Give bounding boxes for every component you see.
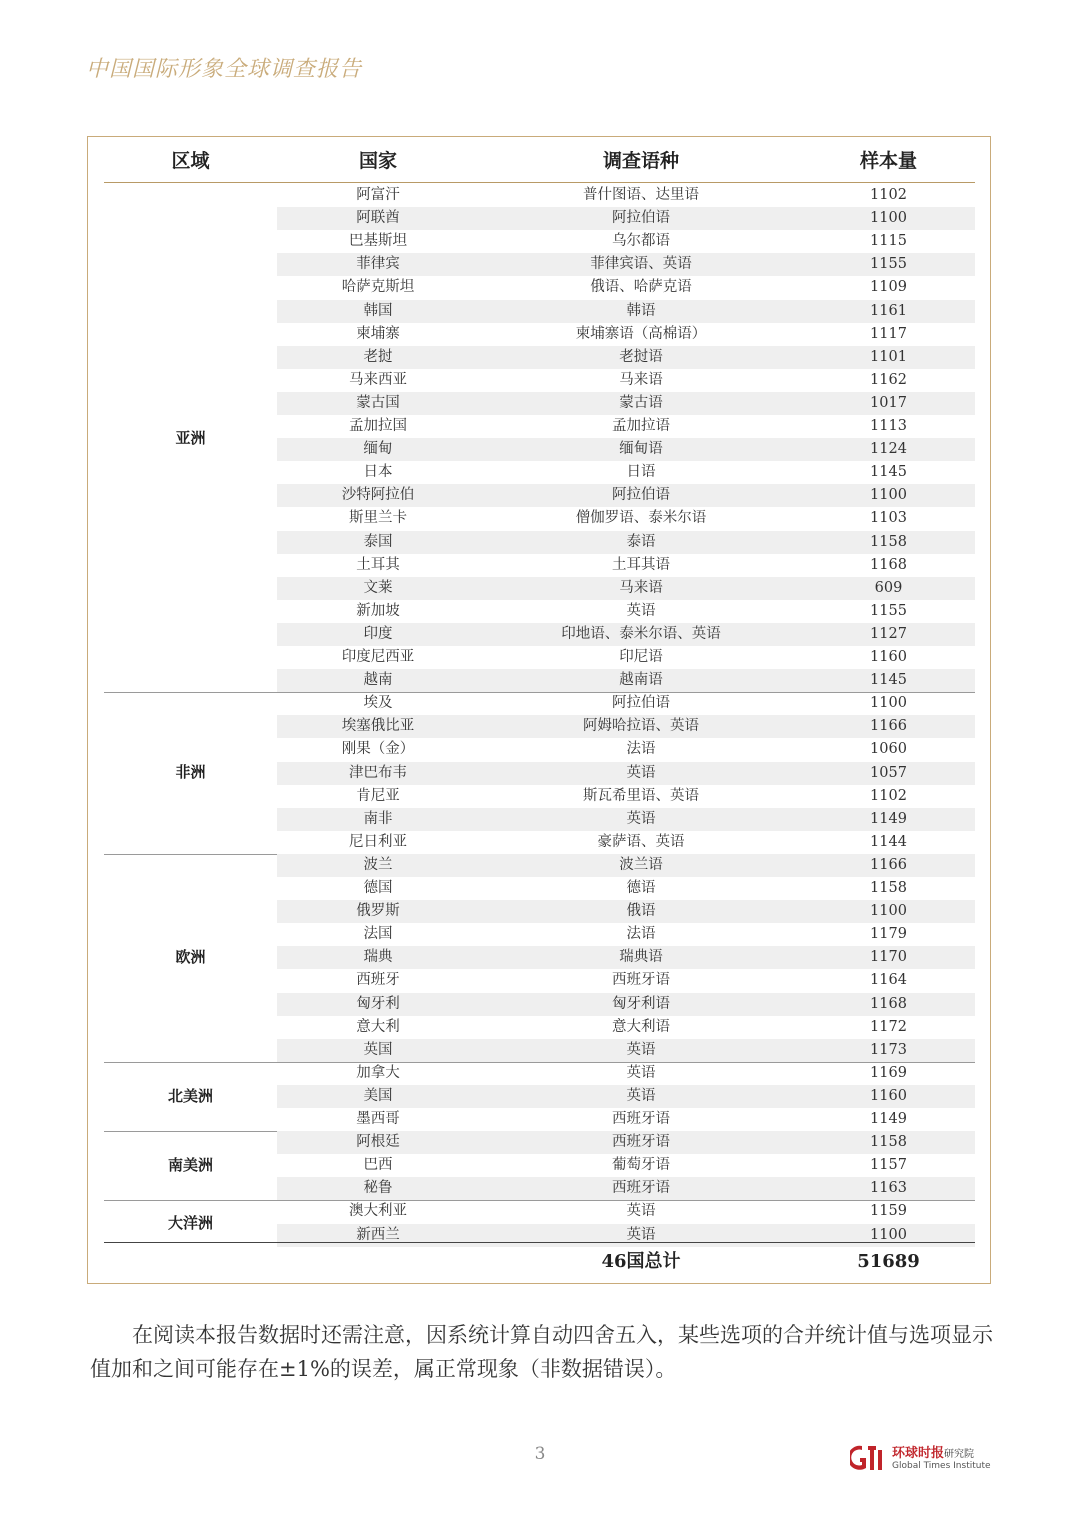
- country-cell: 津巴布韦: [349, 764, 407, 781]
- language-cell: 英语: [626, 1226, 656, 1243]
- country-cell: 阿联酋: [356, 210, 400, 227]
- language-cell: 僧伽罗语、泰米尔语: [575, 510, 707, 527]
- country-cell: 墨西哥: [356, 1111, 400, 1127]
- language-cell: 俄语: [626, 903, 656, 920]
- country-cell: 印度: [363, 625, 393, 642]
- sample-cell: 1158: [870, 1134, 907, 1151]
- sample-cell: 1102: [870, 187, 907, 203]
- country-cell: 泰国: [363, 533, 393, 550]
- sample-cell: 1173: [870, 1041, 907, 1058]
- country-cell: 马来西亚: [349, 371, 407, 388]
- country-cell: 孟加拉国: [349, 418, 407, 434]
- header-rule: [104, 182, 975, 183]
- table-row: [277, 276, 975, 299]
- language-cell: 普什图语、达里语: [583, 187, 699, 203]
- country-cell: 文莱: [363, 579, 393, 596]
- language-cell: 阿拉伯语: [612, 695, 670, 712]
- rounding-note: 在阅读本报告数据时还需注意，因系统计算自动四舍五入，某些选项的合并统计值与选项显示值加和之间可能存在±1%的误差，属正常现象（非数据错误）。: [90, 1323, 993, 1381]
- table-row: [277, 300, 975, 323]
- table-row: [277, 762, 975, 785]
- sample-cell: 1162: [870, 371, 907, 388]
- table-row: [277, 715, 975, 738]
- sample-cell: 1101: [870, 348, 907, 365]
- table-row: [277, 577, 975, 600]
- sample-cell: 1102: [870, 787, 907, 804]
- table-row: [277, 993, 975, 1016]
- sample-cell: 1117: [870, 325, 907, 342]
- table-row: [277, 1039, 975, 1062]
- report-title: 中国国际形象全球调查报告: [86, 57, 363, 82]
- language-cell: 越南语: [619, 672, 663, 689]
- table-row: [277, 346, 975, 369]
- table-row: [277, 369, 975, 392]
- country-cell: 法国: [363, 926, 393, 943]
- sample-cell: 1100: [870, 487, 907, 504]
- table-row: [277, 323, 975, 346]
- logo-cn-sub: 研究院: [944, 1449, 975, 1460]
- total-label: 46国总计: [601, 1251, 681, 1272]
- gti-logo: [850, 1440, 1000, 1476]
- sample-cell: 1057: [870, 764, 907, 781]
- sample-cell: 1100: [870, 210, 907, 227]
- country-cell: 加拿大: [356, 1064, 400, 1081]
- table-row: [277, 207, 975, 230]
- country-cell: 刚果（金）: [341, 741, 415, 758]
- country-cell: 菲律宾: [356, 256, 400, 273]
- sample-cell: 1168: [870, 556, 907, 573]
- sample-cell: 1115: [870, 233, 907, 250]
- language-cell: 英语: [626, 602, 656, 619]
- language-cell: 葡萄牙语: [612, 1157, 670, 1174]
- sample-cell: 1161: [870, 302, 907, 319]
- column-header-sample: 样本量: [859, 150, 917, 172]
- table-row: [277, 507, 975, 530]
- sample-cell: 1109: [870, 279, 907, 296]
- language-cell: 英语: [626, 1041, 656, 1058]
- table-row: [277, 1131, 975, 1154]
- sample-cell: 1158: [870, 880, 907, 896]
- country-cell: 日本: [363, 464, 393, 481]
- country-cell: 新西兰: [356, 1226, 400, 1243]
- country-cell: 新加坡: [356, 602, 400, 619]
- sample-cell: 1103: [870, 510, 907, 527]
- language-cell: 英语: [626, 810, 656, 827]
- sample-cell: 1155: [870, 602, 907, 619]
- language-cell: 阿拉伯语: [612, 487, 670, 504]
- region-label: 欧洲: [175, 947, 206, 966]
- table-row: [277, 692, 975, 715]
- language-cell: 英语: [626, 1203, 656, 1220]
- country-cell: 斯里兰卡: [349, 510, 407, 527]
- country-cell: 匈牙利: [356, 995, 400, 1012]
- sample-cell: 1169: [870, 1064, 907, 1081]
- language-cell: 老挝语: [619, 348, 663, 365]
- sample-cell: 1166: [870, 718, 907, 735]
- sample-cell: 1160: [870, 649, 907, 665]
- country-cell: 柬埔寨: [356, 325, 400, 342]
- table-row: [277, 785, 975, 808]
- language-cell: 俄语、哈萨克语: [590, 279, 692, 296]
- table-row: [277, 877, 975, 900]
- sample-cell: 1155: [870, 256, 907, 273]
- sample-cell: 1124: [870, 441, 907, 458]
- sample-cell: 1166: [870, 856, 907, 873]
- language-cell: 蒙古语: [619, 394, 663, 411]
- language-cell: 泰语: [626, 533, 656, 550]
- table-row: [277, 1200, 975, 1223]
- language-cell: 孟加拉语: [612, 418, 670, 434]
- language-cell: 柬埔寨语（高棉语）: [575, 325, 707, 342]
- country-cell: 意大利: [356, 1018, 400, 1035]
- country-cell: 肯尼亚: [356, 787, 400, 804]
- table-row: [277, 1062, 975, 1085]
- table-row: [277, 623, 975, 646]
- table-row: [277, 1224, 975, 1247]
- sample-cell: 1100: [870, 695, 907, 712]
- table-row: [277, 923, 975, 946]
- language-cell: 波兰语: [619, 856, 663, 873]
- country-cell: 波兰: [363, 856, 393, 873]
- language-cell: 匈牙利语: [612, 995, 670, 1012]
- sample-cell: 1159: [870, 1203, 907, 1220]
- language-cell: 英语: [626, 1064, 656, 1081]
- country-cell: 埃及: [363, 695, 393, 712]
- language-cell: 印地语、泰米尔语、英语: [561, 625, 721, 642]
- language-cell: 斯瓦希里语、英语: [583, 787, 699, 804]
- language-cell: 菲律宾语、英语: [590, 256, 692, 273]
- table-row: [277, 184, 975, 207]
- sample-cell: 1145: [870, 672, 907, 689]
- language-cell: 瑞典语: [619, 949, 663, 966]
- language-cell: 西班牙语: [612, 1134, 670, 1151]
- country-cell: 埃塞俄比亚: [341, 718, 415, 735]
- sample-cell: 1172: [870, 1018, 907, 1035]
- language-cell: 缅甸语: [619, 441, 663, 458]
- sample-cell: 1170: [870, 949, 907, 966]
- region-label: 大洋洲: [167, 1214, 213, 1233]
- table-row: [277, 1085, 975, 1108]
- table-row: [277, 438, 975, 461]
- language-cell: 西班牙语: [612, 1111, 670, 1127]
- language-cell: 英语: [626, 1087, 656, 1104]
- sample-cell: 1163: [870, 1180, 907, 1197]
- table-row: [277, 808, 975, 831]
- table-row: [277, 392, 975, 415]
- table-row: [277, 854, 975, 877]
- sample-cell: 1149: [870, 810, 907, 827]
- language-cell: 马来语: [619, 579, 663, 596]
- country-cell: 巴西: [363, 1157, 393, 1174]
- country-cell: 老挝: [363, 348, 393, 365]
- table-row: [277, 1177, 975, 1200]
- table-row: [277, 646, 975, 669]
- country-cell: 沙特阿拉伯: [341, 487, 415, 504]
- sample-cell: 1017: [870, 394, 907, 411]
- country-cell: 印度尼西亚: [341, 649, 415, 665]
- table-row: [277, 531, 975, 554]
- gti-logo-icon: [850, 1442, 884, 1474]
- table-row: [277, 946, 975, 969]
- country-cell: 美国: [363, 1087, 393, 1104]
- column-header-region: 区域: [171, 150, 210, 172]
- region-label: 北美洲: [167, 1086, 213, 1105]
- language-cell: 阿姆哈拉语、英语: [583, 718, 699, 735]
- language-cell: 意大利语: [612, 1018, 670, 1035]
- table-row: [277, 415, 975, 438]
- language-cell: 德语: [626, 880, 656, 896]
- language-cell: 西班牙语: [612, 972, 670, 989]
- table-row: [277, 1154, 975, 1177]
- country-cell: 澳大利亚: [349, 1203, 407, 1220]
- country-cell: 韩国: [363, 302, 393, 319]
- sample-cell: 1145: [870, 464, 907, 481]
- table-row: [277, 253, 975, 276]
- country-cell: 瑞典: [363, 949, 393, 966]
- language-cell: 西班牙语: [612, 1180, 670, 1197]
- table-row: [277, 738, 975, 761]
- logo-cn-text: 环球时报: [892, 1446, 945, 1461]
- language-cell: 法语: [626, 926, 656, 943]
- language-cell: 豪萨语、英语: [597, 833, 685, 850]
- sample-cell: 1160: [870, 1087, 907, 1104]
- logo-english-name: Global Times Institute: [892, 1461, 991, 1471]
- language-cell: 马来语: [619, 371, 663, 388]
- sample-cell: 1060: [870, 741, 907, 758]
- sample-cell: 1158: [870, 533, 907, 550]
- sample-cell: 1168: [870, 995, 907, 1012]
- total-value: 51689: [857, 1251, 920, 1272]
- language-cell: 英语: [626, 764, 656, 781]
- table-row: [277, 600, 975, 623]
- table-row: [277, 900, 975, 923]
- table-row: [277, 484, 975, 507]
- country-cell: 越南: [363, 672, 393, 689]
- country-cell: 西班牙: [356, 972, 400, 989]
- table-bottom-rule: [104, 1242, 975, 1243]
- country-cell: 尼日利亚: [349, 833, 407, 850]
- region-label: 亚洲: [175, 429, 206, 447]
- country-cell: 俄罗斯: [356, 903, 400, 920]
- sample-cell: 1157: [870, 1157, 907, 1174]
- language-cell: 日语: [626, 464, 656, 481]
- country-cell: 阿富汗: [356, 187, 400, 203]
- sample-cell: 1127: [870, 625, 907, 642]
- sample-cell: 1144: [870, 833, 907, 850]
- country-cell: 土耳其: [356, 556, 400, 573]
- table-row: [277, 461, 975, 484]
- country-cell: 南非: [363, 810, 393, 827]
- language-cell: 阿拉伯语: [612, 210, 670, 227]
- country-cell: 缅甸: [363, 441, 393, 458]
- sample-cell: 1149: [870, 1111, 907, 1127]
- table-row: [277, 1108, 975, 1131]
- sample-cell: 1164: [870, 972, 907, 989]
- table-row: [277, 969, 975, 992]
- language-cell: 土耳其语: [612, 556, 670, 573]
- table-row: [277, 554, 975, 577]
- language-cell: 法语: [626, 741, 656, 758]
- region-label: 南美洲: [167, 1156, 213, 1175]
- column-header-country: 国家: [358, 150, 397, 172]
- region-label: 非洲: [175, 763, 206, 782]
- table-row: [277, 669, 975, 692]
- language-cell: 乌尔都语: [612, 233, 670, 250]
- country-cell: 阿根廷: [356, 1134, 400, 1151]
- sample-cell: 1100: [870, 903, 907, 920]
- sample-cell: 609: [874, 579, 903, 596]
- logo-chinese-name: [892, 1442, 974, 1461]
- country-cell: 蒙古国: [356, 394, 400, 411]
- country-cell: 德国: [363, 880, 393, 896]
- country-cell: 秘鲁: [363, 1180, 393, 1197]
- country-cell: 英国: [363, 1041, 393, 1058]
- country-cell: 哈萨克斯坦: [341, 279, 415, 296]
- sample-cell: 1100: [870, 1226, 907, 1243]
- sample-cell: 1179: [870, 926, 907, 943]
- page-number: 3: [534, 1444, 546, 1464]
- table-row: [277, 230, 975, 253]
- table-row: [277, 831, 975, 854]
- table-row: [277, 1016, 975, 1039]
- country-cell: 巴基斯坦: [349, 233, 407, 250]
- language-cell: 韩语: [626, 302, 656, 319]
- column-header-language: 调查语种: [602, 150, 679, 172]
- sample-cell: 1113: [870, 418, 907, 434]
- language-cell: 印尼语: [619, 649, 663, 665]
